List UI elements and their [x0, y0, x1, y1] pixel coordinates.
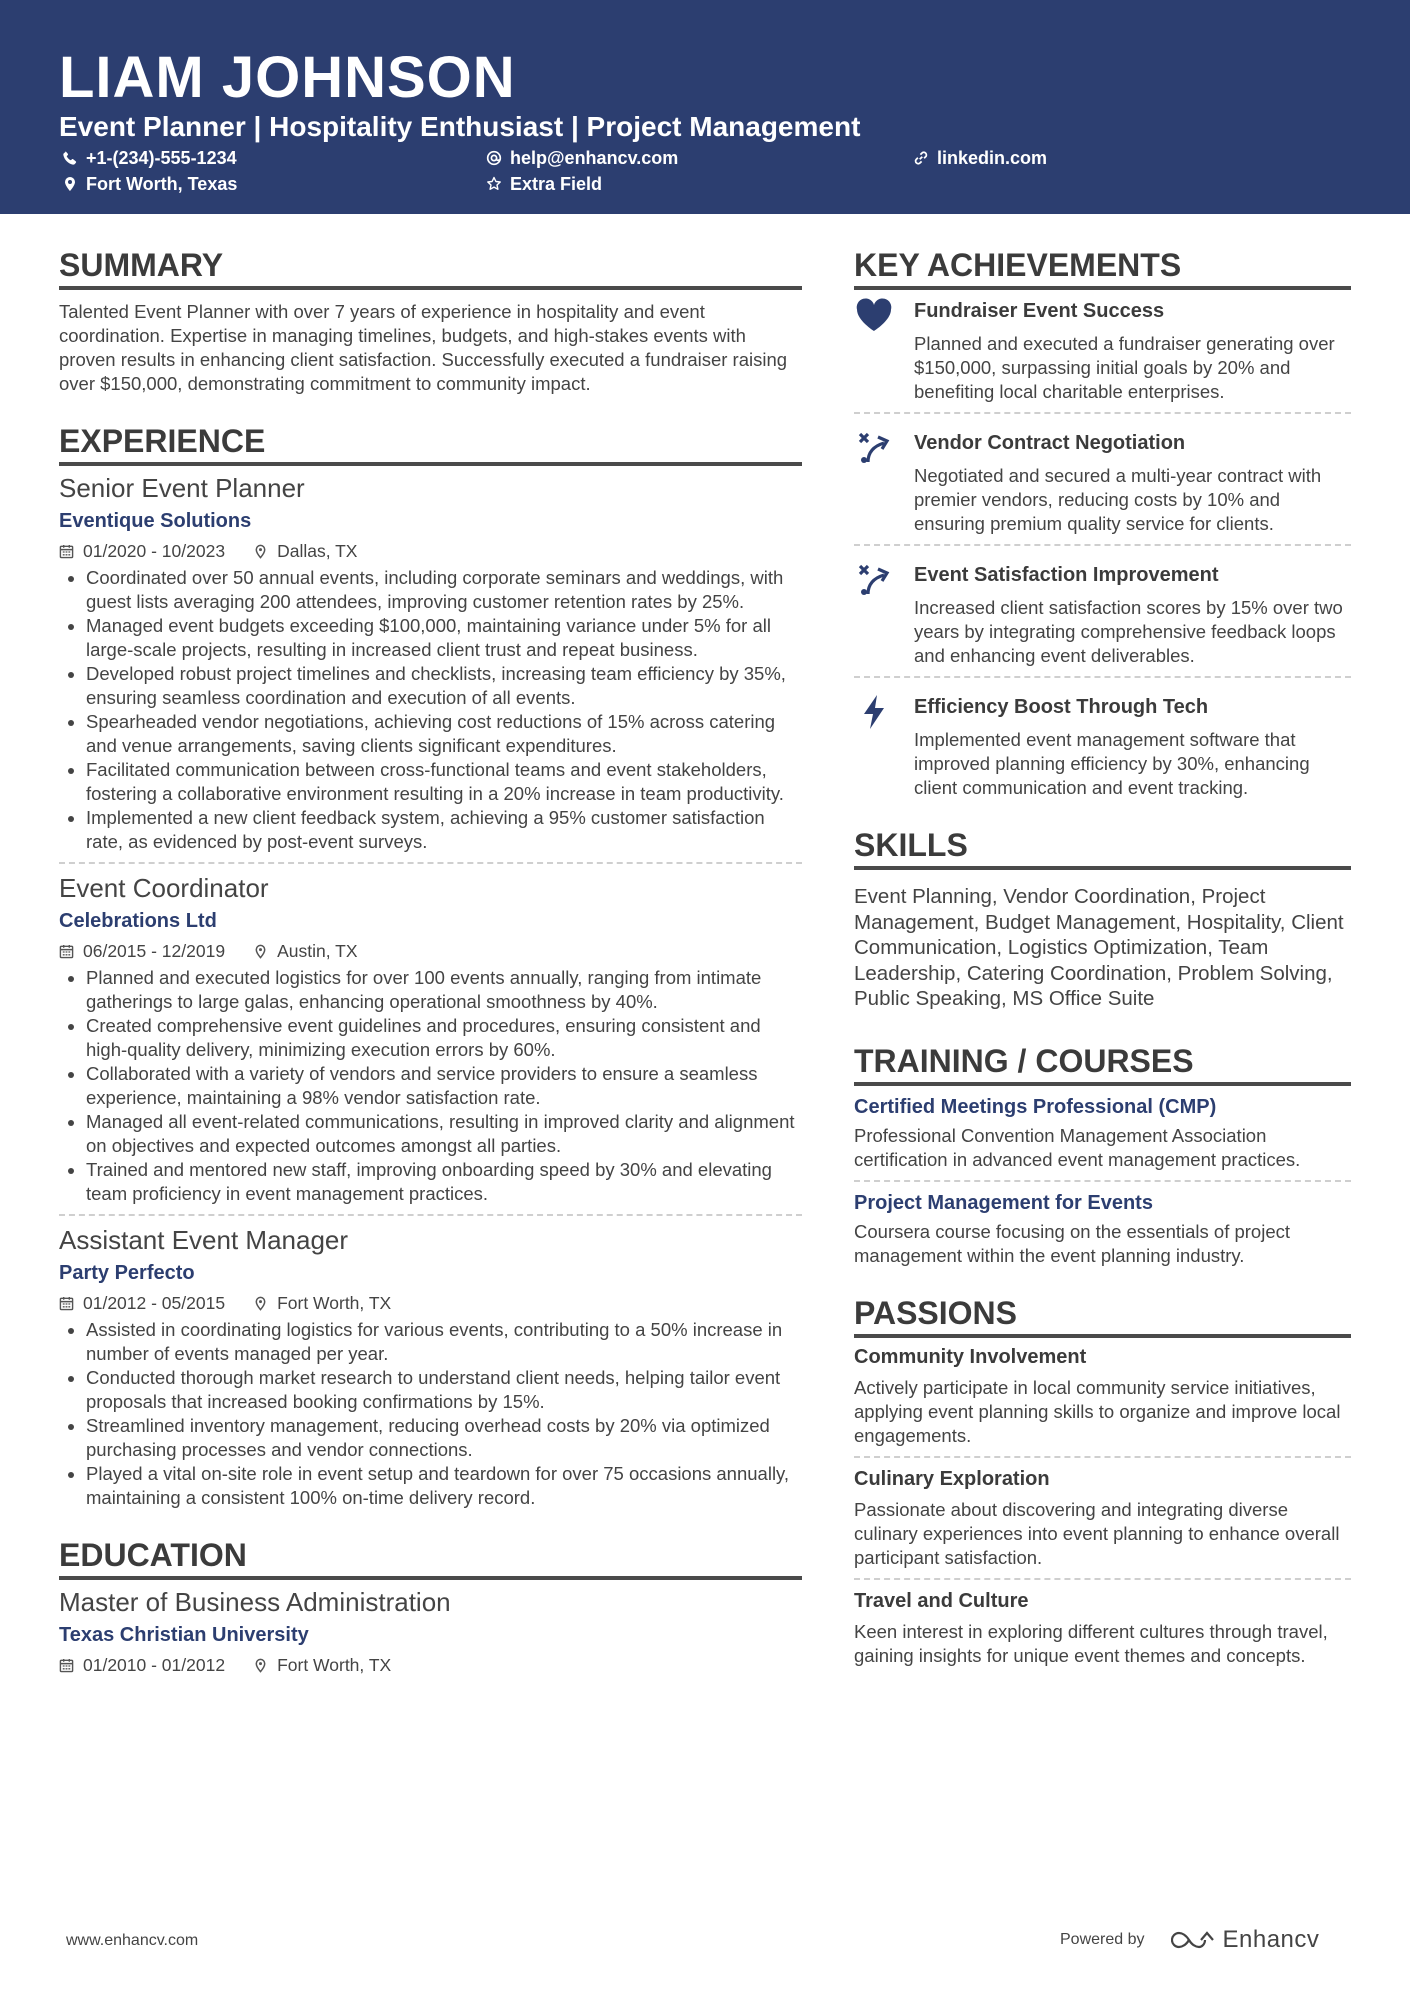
job-bullets: [59, 566, 802, 854]
job-meta: [59, 540, 802, 562]
bullet-item: • Played a vital on-site role in event setup and teardown for over 75 occasions annually, maintaining a consistent 100% on-time delivery record.: [86, 1462, 802, 1510]
achievement-item: [854, 422, 1351, 536]
bullet-item: • Collaborated with a variety of vendors and service providers to ensure a seamless experience, maintaining a 98% vendor satisfaction rate.: [86, 1062, 802, 1110]
course-item: [854, 1094, 1351, 1172]
location-pin-icon: [62, 176, 78, 192]
course-title: Certified Meetings Professional (CMP): [854, 1095, 1217, 1118]
bullet-item: • Planned and executed logistics for over 100 events annually, ranging from intimate gatherings to large galas, enhancing operational smoothness by 40%.: [86, 966, 802, 1014]
education-title: EDUCATION: [59, 1536, 802, 1580]
contact-email[interactable]: [486, 147, 678, 169]
enhancv-logo-icon: [1171, 1928, 1217, 1952]
passion-item: [854, 1466, 1351, 1570]
course-desc: Professional Convention Management Association certification in advanced event management practices.: [854, 1124, 1301, 1170]
enhancv-brand-text: Enhancv: [1222, 1926, 1320, 1953]
contact-extra: [486, 173, 602, 195]
strategy-icon: [854, 428, 894, 468]
candidate-name: LIAM JOHNSON: [59, 45, 516, 110]
divider: [854, 412, 1351, 414]
company-name: Party Perfecto: [59, 1262, 195, 1284]
summary-section: [59, 246, 802, 396]
location-pin-icon: [253, 944, 268, 959]
calendar-icon: [59, 1658, 74, 1673]
divider: [854, 1578, 1351, 1580]
passions-section: [854, 1294, 1351, 1668]
achievement-desc: Implemented event management software that improved planning efficiency by 30%, enhancing client communication and event tracking.: [914, 729, 1310, 798]
job-title: Assistant Event Manager: [59, 1225, 349, 1255]
divider: [854, 1180, 1351, 1182]
experience-section: [59, 422, 802, 1510]
bullet-item: • Facilitated communication between cross-functional teams and event stakeholders, fostering a collaborative environment resulting in a 20% increase in team productivity.: [86, 758, 802, 806]
training-section: [854, 1042, 1351, 1268]
job-meta: [59, 1292, 802, 1314]
bullet-item: • Spearheaded vendor negotiations, achieving cost reductions of 15% across catering and venue arrangements, saving clients significant expenditures.: [86, 710, 802, 758]
job-meta: [59, 940, 802, 962]
divider: [59, 862, 802, 864]
divider: [854, 1456, 1351, 1458]
calendar-icon: [59, 544, 74, 559]
bullet-item: • Streamlined inventory management, reducing overhead costs by 20% via optimized purchasing processes and vendor connections.: [86, 1414, 802, 1462]
job-location: Dallas, TX: [277, 541, 358, 561]
strategy-icon: [854, 560, 894, 600]
job-entry: [59, 472, 802, 854]
company-name: Eventique Solutions: [59, 510, 252, 532]
at-icon: [486, 150, 502, 166]
bullet-item: • Created comprehensive event guidelines and procedures, ensuring consistent and high-quality delivery, minimizing execution errors by 60%.: [86, 1014, 802, 1062]
achievement-title: Fundraiser Event Success: [914, 300, 1165, 322]
link-icon: [913, 150, 929, 166]
bullet-item: • Developed robust project timelines and checklists, increasing team efficiency by 35%, ensuring seamless coordination and execution of all events.: [86, 662, 802, 710]
divider: [854, 676, 1351, 678]
achievement-desc: Increased client satisfaction scores by 15% over two years by integrating comprehensive feedback loops and enhancing event deliverables.: [914, 597, 1343, 666]
contact-phone[interactable]: [62, 147, 237, 169]
contact-location: [62, 173, 237, 195]
contact-linkedin[interactable]: [913, 147, 1047, 169]
footer-branding[interactable]: [1060, 1926, 1319, 1954]
achievement-title: Event Satisfaction Improvement: [914, 564, 1219, 586]
location-pin-icon: [253, 1658, 268, 1673]
achievement-desc: Negotiated and secured a multi-year contract with premier vendors, reducing costs by 10% and ensuring premium quality service for clients.: [914, 465, 1322, 534]
left-column: [59, 246, 802, 1676]
location-text: Fort Worth, Texas: [86, 174, 238, 194]
school-name: Texas Christian University: [59, 1624, 309, 1646]
right-column: [854, 246, 1351, 1668]
achievement-item: [854, 686, 1351, 800]
achievement-desc: Planned and executed a fundraiser generating over $150,000, surpassing initial goals by 20% and benefiting local charitable enterprises.: [914, 333, 1335, 402]
course-desc: Coursera course focusing on the essentials of project management within the event planning industry.: [854, 1220, 1291, 1266]
achievements-section: [854, 246, 1351, 800]
location-pin-icon: [253, 1296, 268, 1311]
job-bullets: [59, 966, 802, 1206]
bolt-icon: [854, 692, 894, 732]
job-title: Senior Event Planner: [59, 473, 305, 503]
bullet-item: • Coordinated over 50 annual events, including corporate seminars and weddings, with guest lists averaging 200 attendees, improving customer retention rates by 25%.: [86, 566, 802, 614]
course-title: Project Management for Events: [854, 1191, 1153, 1214]
passion-title: Culinary Exploration: [854, 1467, 1050, 1490]
star-icon: [486, 176, 502, 192]
education-meta: [59, 1654, 802, 1676]
job-location: Fort Worth, TX: [277, 1293, 392, 1313]
phone-text: +1-(234)-555-1234: [86, 148, 237, 168]
job-bullets: [59, 1318, 802, 1510]
skills-text: Event Planning, Vendor Coordination, Project Management, Budget Management, Hospitality, Client Communication, Logistics Optimization, Team Leadership, Catering Coordination, Problem Solving, Public Speaking, MS Office Suite: [854, 885, 1344, 1010]
bullet-item: • Assisted in coordinating logistics for various events, contributing to a 50% increase in number of events managed per year.: [86, 1318, 802, 1366]
powered-by-text: Powered by: [1060, 1931, 1145, 1948]
email-text: help@enhancv.com: [510, 148, 679, 168]
job-entry: [59, 872, 802, 1206]
job-dates: 01/2012 - 05/2015: [83, 1293, 226, 1313]
linkedin-text: linkedin.com: [937, 148, 1048, 168]
location-pin-icon: [253, 544, 268, 559]
bullet-item: • Managed event budgets exceeding $100,000, maintaining variance under 5% for all large-scale projects, resulting in increased client trust and repeat business.: [86, 614, 802, 662]
bullet-item: • Trained and mentored new staff, improving onboarding speed by 30% and elevating team proficiency in event management practices.: [86, 1158, 802, 1206]
achievement-title: Efficiency Boost Through Tech: [914, 696, 1209, 718]
achievement-item: [854, 290, 1351, 404]
job-dates: 06/2015 - 12/2019: [83, 941, 226, 961]
passion-desc: Passionate about discovering and integrating diverse culinary experiences into event planning to enhance overall participant satisfaction.: [854, 1498, 1340, 1568]
divider: [59, 1214, 802, 1216]
calendar-icon: [59, 944, 74, 959]
candidate-tagline: Event Planner | Hospitality Enthusiast | Project Management: [59, 111, 861, 142]
experience-title: EXPERIENCE: [59, 422, 802, 466]
divider: [854, 544, 1351, 546]
passions-title: PASSIONS: [854, 1294, 1351, 1338]
training-title: TRAINING / COURSES: [854, 1042, 1351, 1086]
passion-item: [854, 1344, 1351, 1448]
passion-title: Community Involvement: [854, 1345, 1087, 1368]
passion-desc: Actively participate in local community service initiatives, applying event planning skills to organize and improve local engagements.: [854, 1376, 1341, 1446]
job-title: Event Coordinator: [59, 873, 269, 903]
passion-desc: Keen interest in exploring different cultures through travel, gaining insights for unique event themes and concepts.: [854, 1620, 1328, 1666]
summary-title: SUMMARY: [59, 246, 802, 290]
achievements-title: KEY ACHIEVEMENTS: [854, 246, 1351, 290]
passion-title: Travel and Culture: [854, 1589, 1029, 1612]
company-name: Celebrations Ltd: [59, 910, 217, 932]
achievement-item: [854, 554, 1351, 668]
skills-title: SKILLS: [854, 826, 1351, 870]
education-location: Fort Worth, TX: [277, 1655, 392, 1675]
extra-field-text: Extra Field: [510, 174, 603, 194]
course-item: [854, 1190, 1351, 1268]
resume-header: [0, 0, 1410, 214]
education-section: [59, 1536, 802, 1676]
bullet-item: • Implemented a new client feedback system, achieving a 95% customer satisfaction rate, as evidenced by post-event surveys.: [86, 806, 802, 854]
job-entry: [59, 1224, 802, 1510]
summary-text: Talented Event Planner with over 7 years of experience in hospitality and event coordination. Expertise in managing timelines, budgets, and high-stakes events with proven results in enhancing client satisfaction. Successfully executed a fundraiser raising over $150,000, demonstrating commitment to community impact.: [59, 301, 788, 394]
degree-title: Master of Business Administration: [59, 1587, 451, 1617]
education-dates: 01/2010 - 01/2012: [83, 1655, 226, 1675]
passion-item: [854, 1588, 1351, 1668]
calendar-icon: [59, 1296, 74, 1311]
job-location: Austin, TX: [277, 941, 358, 961]
skills-section: [854, 826, 1351, 1012]
footer-website[interactable]: www.enhancv.com: [66, 1932, 199, 1949]
bullet-item: • Managed all event-related communications, resulting in improved clarity and alignment on objectives and expected outcomes amongst all parties.: [86, 1110, 802, 1158]
achievement-title: Vendor Contract Negotiation: [914, 432, 1186, 454]
heart-icon: [854, 296, 894, 336]
job-dates: 01/2020 - 10/2023: [83, 541, 226, 561]
bullet-item: • Conducted thorough market research to understand client needs, helping tailor event proposals that increased booking confirmations by 15%.: [86, 1366, 802, 1414]
phone-icon: [62, 150, 78, 166]
